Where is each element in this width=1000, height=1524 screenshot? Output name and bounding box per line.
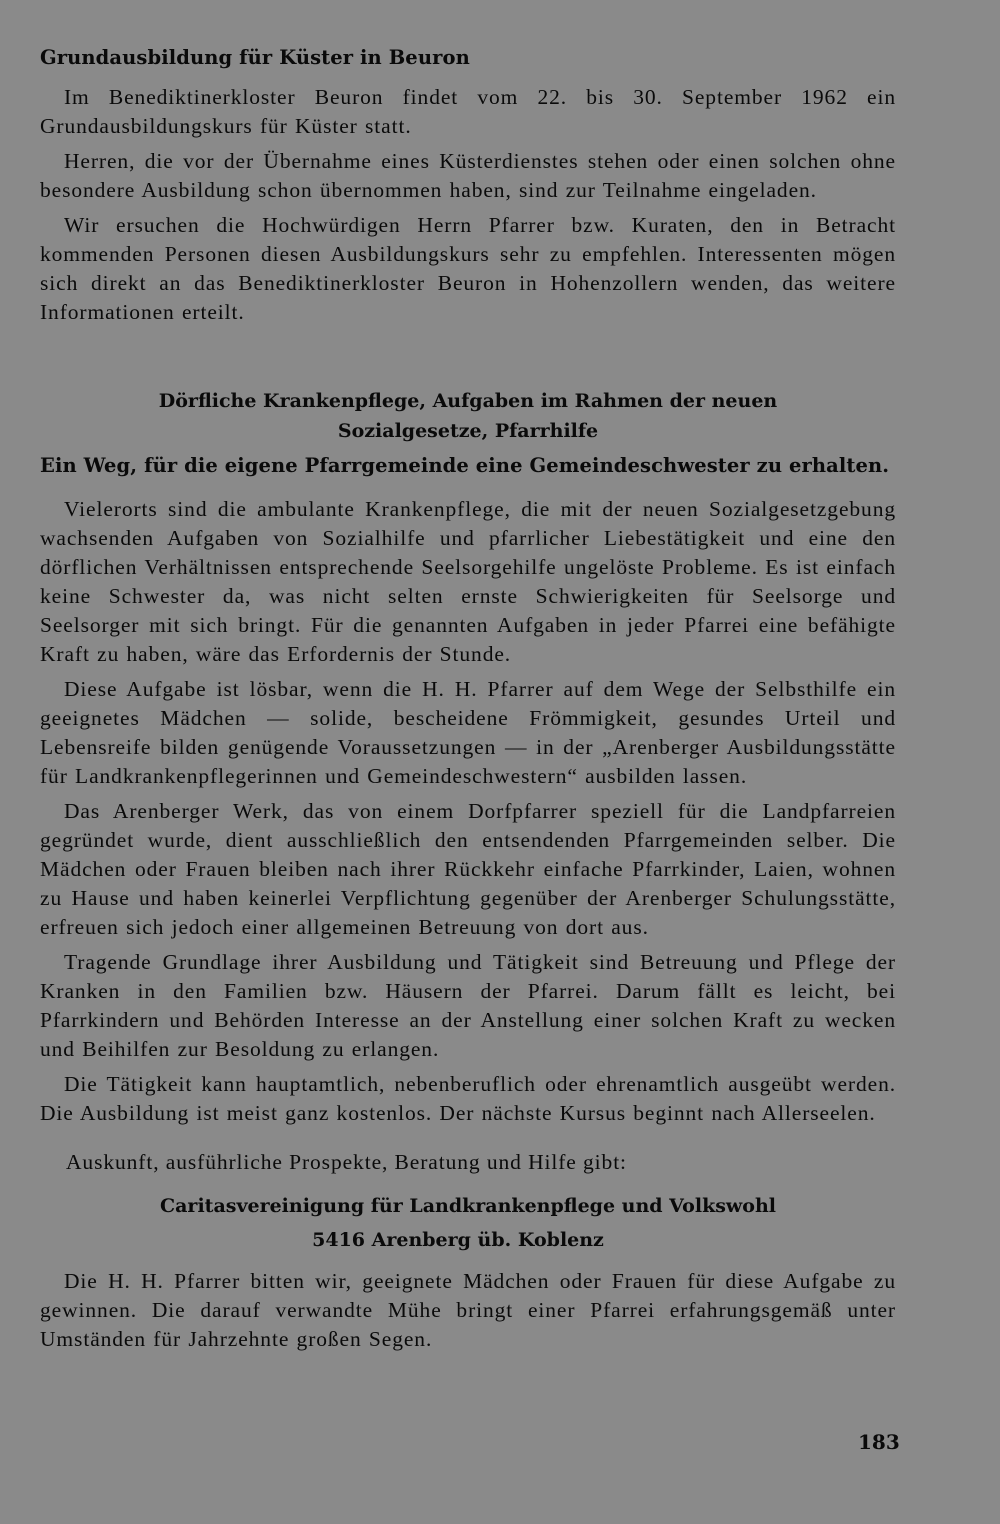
section-kuester xyxy=(40,46,896,333)
section-subtitle: Ein Weg, für die eigene Pfarrgemeinde eine Gemeindeschwester zu erhalten. xyxy=(40,454,890,477)
paragraph: Die Tätigkeit kann hauptamtlich, nebenberuflich oder ehrenamtlich ausgeübt werden. Die Ausbildung ist meist ganz kostenlos. Der nächste Kursus beginnt nach Allerseelen. xyxy=(40,1072,896,1125)
paragraph: Vielerorts sind die ambulante Krankenpflege, die mit der neuen Sozialgesetzgebung wachsenden Aufgaben von Sozialhilfe und pfarrlicher Liebestätigkeit und eine den dörflichen Verhältnissen entsprechende Seelsorgehilfe ungelöste Probleme. Es ist einfach keine Schwester da, was nicht selten ernste Schwierigkeiten für Seelsorge und Seelsorger mit sich bringt. Für die genannten Aufgaben in jeder Pfarrei eine befähigte Kraft zu haben, wäre das Erfordernis der Stunde. xyxy=(40,497,896,666)
paragraph: Im Benediktinerkloster Beuron findet vom 22. bis 30. September 1962 ein Grundausbildungskurs für Küster statt. xyxy=(40,85,896,138)
section-title-kuester: Grundausbildung für Küster in Beuron xyxy=(40,46,470,69)
paragraph: Tragende Grundlage ihrer Ausbildung und Tätigkeit sind Betreuung und Pflege der Kranken in den Familien bzw. Häusern der Pfarrei. Darum fällt es leicht, bei Pfarrkindern und Behörden Interesse an der Anstellung einer solchen Kraft zu wecken und Beihilfen zur Besoldung zu erlangen. xyxy=(40,950,896,1061)
paragraph: Diese Aufgabe ist lösbar, wenn die H. H. Pfarrer auf dem Wege der Selbsthilfe ein geeignetes Mädchen — solide, bescheidene Frömmigkeit, gesundes Urteil und Lebensreife bilden genügende Voraussetzungen — in der „Arenberger Ausbildungsstätte für Landkrankenpflegerinnen und Gemeindeschwestern“ ausbilden lassen. xyxy=(40,677,896,788)
closing-paragraph: Die H. H. Pfarrer bitten wir, geeignete Mädchen oder Frauen für diese Aufgabe zu gewinnen. Die darauf verwandte Mühe bringt einer Pfarrei erfahrungsgemäß unter Umständen für Jahrzehnte großen Segen. xyxy=(40,1269,896,1351)
section-title-line1: Dörfliche Krankenpflege, Aufgaben im Rahmen der neuen xyxy=(158,390,778,412)
page-number: 183 xyxy=(858,1430,900,1454)
contact-organization: Caritasvereinigung für Landkrankenpflege und Volkswohl xyxy=(160,1195,776,1217)
contact-intro: Auskunft, ausführliche Prospekte, Beratung und Hilfe gibt: xyxy=(66,1150,627,1174)
contact-address: 5416 Arenberg üb. Koblenz xyxy=(312,1229,604,1251)
section-title-line2: Sozialgesetze, Pfarrhilfe xyxy=(337,420,599,442)
paragraph: Herren, die vor der Übernahme eines Küsterdienstes stehen oder einen solchen ohne besondere Ausbildung schon übernommen haben, sind zur Teilnahme eingeladen. xyxy=(40,149,896,202)
paragraph: Das Arenberger Werk, das von einem Dorfpfarrer speziell für die Landpfarreien gegründet wurde, dient ausschließlich den entsendenden Pfarrgemeinden selber. Die Mädchen oder Frauen bleiben nach ihrer Rückkehr einfache Pfarrkinder, Laien, wohnen zu Hause und haben keinerlei Verpflichtung gegenüber der Arenberger Schulungsstätte, erfreuen sich jedoch einer allgemeinen Betreuung von dort aus. xyxy=(40,799,896,939)
section-krankenpflege xyxy=(40,386,896,1360)
paragraph: Wir ersuchen die Hochwürdigen Herrn Pfarrer bzw. Kuraten, den in Betracht kommenden Personen diesen Ausbildungskurs sehr zu empfehlen. Interessenten mögen sich direkt an das Benediktinerkloster Beuron in Hohenzollern wenden, das weitere Informationen erteilt. xyxy=(40,213,896,324)
